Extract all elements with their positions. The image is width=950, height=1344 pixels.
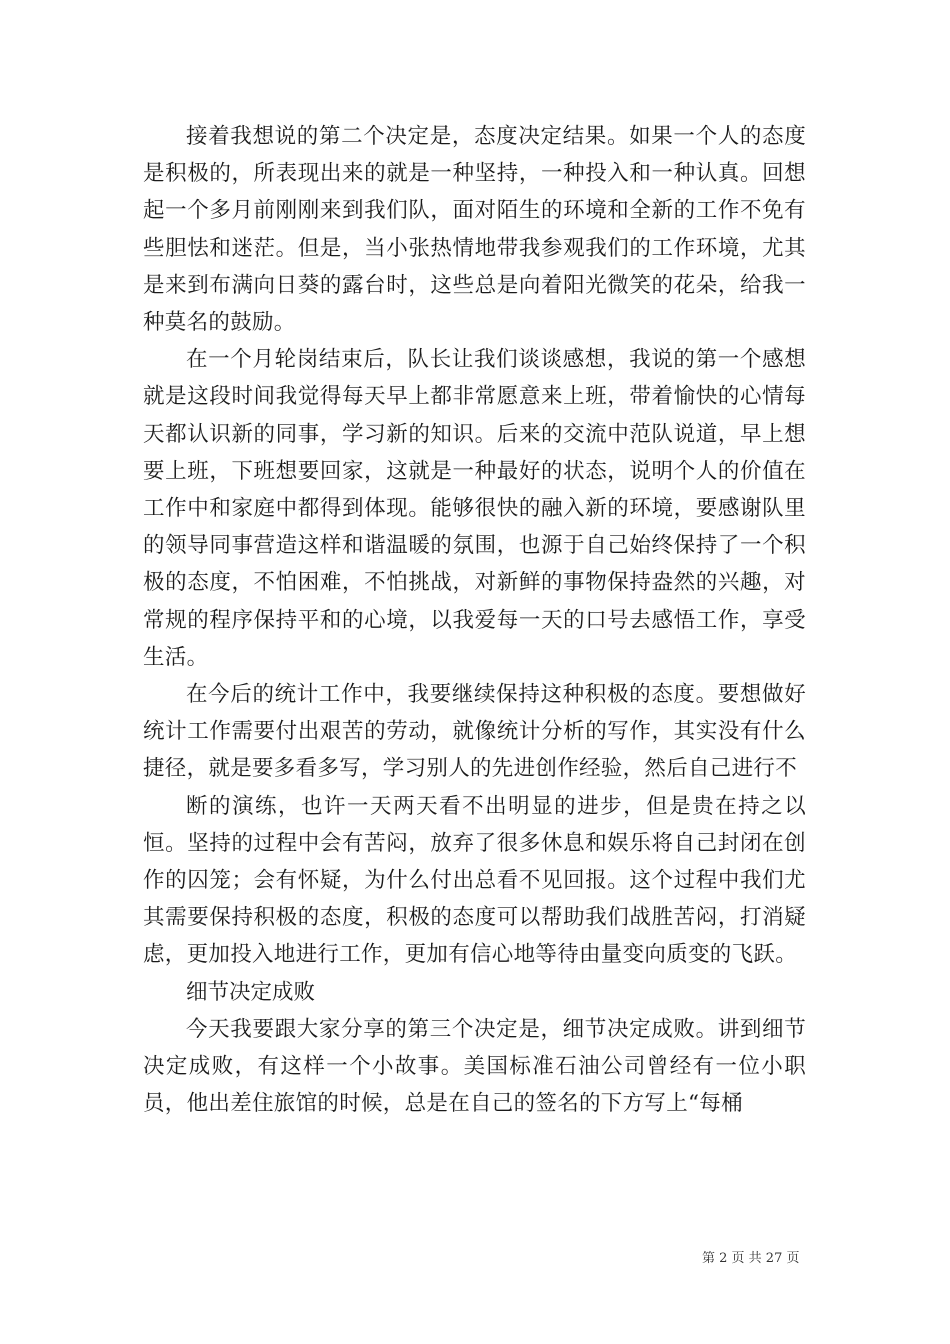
section-heading-details: 细节决定成败 [186,979,316,1005]
paragraph-perseverance: 断的演练，也许一天两天看不出明显的进步，但是贵在持之以恒。坚持的过程中会有苦闷，放弃了很多休息和娱乐将自己封闭在创作的囚笼；会有怀疑，为什么付出总看不见回报。这个过程中我们尤其需要保持积极的态度，积极的态度可以帮助我们战胜苦闷，打消疑虑，更加投入地进行工作，更加有信心地等待由量变向质变的飞跃。 [143,793,806,968]
paragraph-rotation-reflection: 在一个月轮岗结束后，队长让我们谈谈感想，我说的第一个感想就是这段时间我觉得每天早上都非常愿意来上班，带着愉快的心情每天都认识新的同事，学习新的知识。后来的交流中范队说道，早上想要上班，下班想要回家，这就是一种最好的状态，说明个人的价值在工作中和家庭中都得到体现。能够很快的融入新的环境，要感谢队里的领导同事营造这样和谐温暖的氛围，也源于自己始终保持了一个积极的态度，不怕困难，不怕挑战，对新鲜的事物保持盎然的兴趣，对常规的程序保持平和的心境，以我爱每一天的口号去感悟工作，享受生活。 [143,347,806,670]
paragraph-statistics-work: 在今后的统计工作中，我要继续保持这种积极的态度。要想做好统计工作需要付出艰苦的劳动，就像统计分析的写作，其实没有什么捷径，就是要多看多写，学习别人的先进创作经验，然后自己进行不 [143,682,806,782]
page-number-footer: 第 2 页 共 27 页 [702,1251,800,1266]
paragraph-attitude-intro: 接着我想说的第二个决定是，态度决定结果。如果一个人的态度是积极的，所表现出来的就是一种坚持，一种投入和一种认真。回想起一个多月前刚刚来到我们队，面对陌生的环境和全新的工作不免有些胆怯和迷茫。但是，当小张热情地带我参观我们的工作环境，尤其是来到布满向日葵的露台时，这些总是向着阳光微笑的花朵，给我一种莫名的鼓励。 [143,124,806,336]
paragraph-details-story: 今天我要跟大家分享的第三个决定是，细节决定成败。讲到细节决定成败，有这样一个小故事。美国标准石油公司曾经有一位小职员，他出差住旅馆的时候，总是在自己的签名的下方写上“每桶 [143,1016,806,1117]
document-body [143,118,806,1122]
